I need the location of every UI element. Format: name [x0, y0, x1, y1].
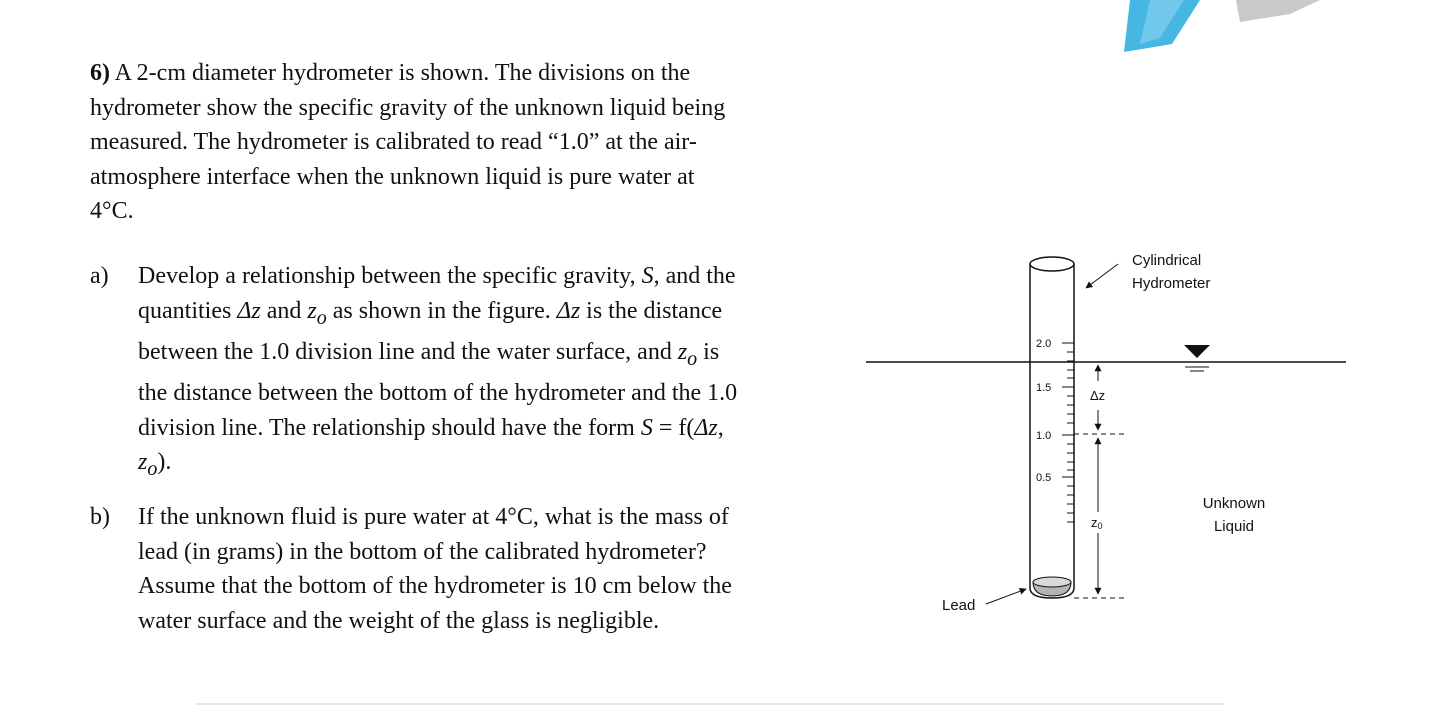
- water-surface-symbol-icon: [1184, 345, 1210, 358]
- hydrometer-pointer-arrow: [1086, 264, 1118, 288]
- scale-ticks: [1062, 343, 1074, 522]
- scale-label: 1.5: [1036, 382, 1052, 394]
- part-b-text: If the unknown fluid is pure water at 4°C, what is the mass of lead (in grams) in the bottom of the calibrated hydrometer? Assume that the bottom of the hydrometer is 10 cm below the water surface and the weight of the glass is negligible.: [138, 504, 732, 634]
- hydrometer-label-line1: Cylindrical: [1132, 252, 1202, 269]
- hydrometer-label-line2: Hydrometer: [1132, 275, 1211, 292]
- part-a-label: a): [90, 263, 109, 289]
- scale-label: 1.0: [1036, 430, 1052, 442]
- lead-pointer-arrow: [986, 589, 1026, 604]
- liquid-label-line1: Unknown: [1202, 495, 1266, 512]
- dz-label: Δz: [1090, 388, 1106, 403]
- z0-label: z0: [1091, 515, 1103, 531]
- part-b-label: b): [90, 504, 110, 530]
- lead-label: Lead: [942, 597, 976, 614]
- scale-label: 0.5: [1036, 472, 1052, 484]
- problem-number: 6): [90, 60, 110, 86]
- hydrometer-tube: [1030, 257, 1074, 598]
- part-a-text: Develop a relationship between the specific gravity, S, and the quantities Δz and $z_o$ as shown in the figure. Δz is the distance between the 1.0 division line and the water surface, and $z_o$ is the distance between the bottom of the hydrometer and the 1.0 division line. The relationship should have the form S = f(Δz, $z_o$).: [138, 263, 738, 480]
- problem-intro-text: A 2-cm diameter hydrometer is shown. The divisions on the hydrometer show the specific gravity of the unknown liquid being measured. The hydrometer is calibrated to read “1.0” at the air-atmosphere interface when the unknown liquid is pure water at 4°C.: [90, 60, 726, 224]
- scale-label: 2.0: [1036, 338, 1052, 350]
- bottom-divider: [196, 703, 1223, 705]
- liquid-label-line2: Liquid: [1213, 518, 1255, 535]
